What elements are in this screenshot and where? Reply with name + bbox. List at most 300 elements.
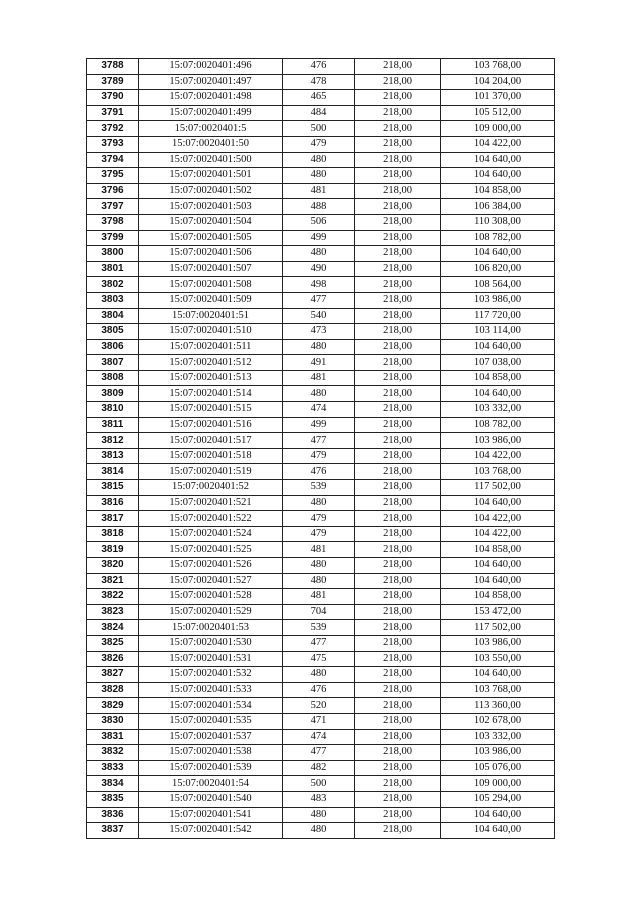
row-number-cell: 3831 (87, 729, 139, 745)
row-number-cell: 3829 (87, 698, 139, 714)
row-number-cell: 3788 (87, 59, 139, 75)
table-row (87, 199, 555, 215)
rate-cell: 218,00 (355, 620, 441, 636)
cadastral-number-cell: 15:07:0020401:496 (139, 59, 283, 75)
row-number-cell: 3817 (87, 511, 139, 527)
rate-cell: 218,00 (355, 417, 441, 433)
row-number-cell: 3834 (87, 776, 139, 792)
row-number-cell: 3822 (87, 589, 139, 605)
area-cell: 478 (283, 74, 355, 90)
rate-cell: 218,00 (355, 573, 441, 589)
rate-cell: 218,00 (355, 558, 441, 574)
area-cell: 540 (283, 308, 355, 324)
row-number-cell: 3818 (87, 526, 139, 542)
rate-cell: 218,00 (355, 74, 441, 90)
cadastral-number-cell: 15:07:0020401:533 (139, 682, 283, 698)
table-row (87, 433, 555, 449)
value-cell: 107 038,00 (441, 355, 555, 371)
table-row (87, 604, 555, 620)
area-cell: 474 (283, 729, 355, 745)
cadastral-number-cell: 15:07:0020401:541 (139, 807, 283, 823)
value-cell: 117 502,00 (441, 480, 555, 496)
area-cell: 481 (283, 589, 355, 605)
value-cell: 108 782,00 (441, 417, 555, 433)
table-row (87, 526, 555, 542)
row-number-cell: 3820 (87, 558, 139, 574)
value-cell: 104 640,00 (441, 823, 555, 839)
table-row (87, 807, 555, 823)
cadastral-number-cell: 15:07:0020401:511 (139, 339, 283, 355)
table-row (87, 74, 555, 90)
area-cell: 482 (283, 760, 355, 776)
row-number-cell: 3827 (87, 667, 139, 683)
table-row (87, 417, 555, 433)
table-row (87, 230, 555, 246)
rate-cell: 218,00 (355, 495, 441, 511)
value-cell: 103 768,00 (441, 59, 555, 75)
value-cell: 103 550,00 (441, 651, 555, 667)
value-cell: 104 640,00 (441, 573, 555, 589)
row-number-cell: 3811 (87, 417, 139, 433)
value-cell: 103 114,00 (441, 324, 555, 340)
area-cell: 539 (283, 620, 355, 636)
cadastral-number-cell: 15:07:0020401:50 (139, 136, 283, 152)
area-cell: 476 (283, 682, 355, 698)
area-cell: 500 (283, 776, 355, 792)
value-cell: 104 640,00 (441, 667, 555, 683)
cadastral-number-cell: 15:07:0020401:515 (139, 402, 283, 418)
value-cell: 104 640,00 (441, 168, 555, 184)
rate-cell: 218,00 (355, 246, 441, 262)
row-number-cell: 3802 (87, 277, 139, 293)
cadastral-number-cell: 15:07:0020401:53 (139, 620, 283, 636)
row-number-cell: 3795 (87, 168, 139, 184)
area-cell: 480 (283, 152, 355, 168)
cadastral-number-cell: 15:07:0020401:518 (139, 448, 283, 464)
rate-cell: 218,00 (355, 589, 441, 605)
rate-cell: 218,00 (355, 324, 441, 340)
row-number-cell: 3806 (87, 339, 139, 355)
row-number-cell: 3813 (87, 448, 139, 464)
area-cell: 704 (283, 604, 355, 620)
cadastral-number-cell: 15:07:0020401:532 (139, 667, 283, 683)
row-number-cell: 3835 (87, 791, 139, 807)
table-row (87, 776, 555, 792)
area-cell: 500 (283, 121, 355, 137)
table-row (87, 152, 555, 168)
cadastral-number-cell: 15:07:0020401:531 (139, 651, 283, 667)
area-cell: 498 (283, 277, 355, 293)
rate-cell: 218,00 (355, 791, 441, 807)
area-cell: 499 (283, 230, 355, 246)
table-row (87, 464, 555, 480)
value-cell: 103 332,00 (441, 729, 555, 745)
cadastral-number-cell: 15:07:0020401:521 (139, 495, 283, 511)
value-cell: 109 000,00 (441, 776, 555, 792)
value-cell: 103 768,00 (441, 682, 555, 698)
cadastral-number-cell: 15:07:0020401:51 (139, 308, 283, 324)
rate-cell: 218,00 (355, 526, 441, 542)
value-cell: 153 472,00 (441, 604, 555, 620)
area-cell: 539 (283, 480, 355, 496)
row-number-cell: 3825 (87, 635, 139, 651)
value-cell: 104 858,00 (441, 183, 555, 199)
table-row (87, 355, 555, 371)
value-cell: 104 640,00 (441, 152, 555, 168)
value-cell: 104 858,00 (441, 542, 555, 558)
row-number-cell: 3810 (87, 402, 139, 418)
cadastral-number-cell: 15:07:0020401:502 (139, 183, 283, 199)
table-row (87, 511, 555, 527)
value-cell: 108 782,00 (441, 230, 555, 246)
rate-cell: 218,00 (355, 480, 441, 496)
table-row (87, 339, 555, 355)
rate-cell: 218,00 (355, 370, 441, 386)
table-row (87, 760, 555, 776)
area-cell: 477 (283, 745, 355, 761)
value-cell: 105 512,00 (441, 105, 555, 121)
value-cell: 104 640,00 (441, 246, 555, 262)
value-cell: 104 204,00 (441, 74, 555, 90)
row-number-cell: 3824 (87, 620, 139, 636)
rate-cell: 218,00 (355, 386, 441, 402)
area-cell: 481 (283, 370, 355, 386)
cadastral-number-cell: 15:07:0020401:519 (139, 464, 283, 480)
area-cell: 465 (283, 90, 355, 106)
row-number-cell: 3815 (87, 480, 139, 496)
cadastral-number-cell: 15:07:0020401:510 (139, 324, 283, 340)
table-row (87, 713, 555, 729)
rate-cell: 218,00 (355, 464, 441, 480)
value-cell: 109 000,00 (441, 121, 555, 137)
cadastral-number-cell: 15:07:0020401:513 (139, 370, 283, 386)
row-number-cell: 3808 (87, 370, 139, 386)
value-cell: 104 640,00 (441, 558, 555, 574)
table-row (87, 214, 555, 230)
row-number-cell: 3830 (87, 713, 139, 729)
row-number-cell: 3804 (87, 308, 139, 324)
row-number-cell: 3814 (87, 464, 139, 480)
area-cell: 476 (283, 464, 355, 480)
table-body (87, 59, 555, 839)
value-cell: 104 422,00 (441, 136, 555, 152)
area-cell: 484 (283, 105, 355, 121)
table-row (87, 370, 555, 386)
data-table (86, 58, 555, 839)
area-cell: 506 (283, 214, 355, 230)
table-row (87, 745, 555, 761)
cadastral-number-cell: 15:07:0020401:535 (139, 713, 283, 729)
table-row (87, 698, 555, 714)
table-row (87, 386, 555, 402)
table-row (87, 308, 555, 324)
row-number-cell: 3832 (87, 745, 139, 761)
area-cell: 475 (283, 651, 355, 667)
cadastral-number-cell: 15:07:0020401:539 (139, 760, 283, 776)
row-number-cell: 3809 (87, 386, 139, 402)
row-number-cell: 3812 (87, 433, 139, 449)
cadastral-number-cell: 15:07:0020401:503 (139, 199, 283, 215)
row-number-cell: 3816 (87, 495, 139, 511)
value-cell: 103 986,00 (441, 635, 555, 651)
rate-cell: 218,00 (355, 121, 441, 137)
rate-cell: 218,00 (355, 433, 441, 449)
value-cell: 104 640,00 (441, 495, 555, 511)
cadastral-number-cell: 15:07:0020401:525 (139, 542, 283, 558)
cadastral-number-cell: 15:07:0020401:524 (139, 526, 283, 542)
value-cell: 105 076,00 (441, 760, 555, 776)
value-cell: 104 858,00 (441, 589, 555, 605)
area-cell: 480 (283, 573, 355, 589)
cadastral-number-cell: 15:07:0020401:527 (139, 573, 283, 589)
area-cell: 480 (283, 495, 355, 511)
rate-cell: 218,00 (355, 308, 441, 324)
cadastral-number-cell: 15:07:0020401:514 (139, 386, 283, 402)
rate-cell: 218,00 (355, 667, 441, 683)
rate-cell: 218,00 (355, 760, 441, 776)
row-number-cell: 3789 (87, 74, 139, 90)
value-cell: 104 422,00 (441, 511, 555, 527)
rate-cell: 218,00 (355, 448, 441, 464)
table-row (87, 168, 555, 184)
table-row (87, 448, 555, 464)
value-cell: 103 986,00 (441, 433, 555, 449)
area-cell: 480 (283, 667, 355, 683)
rate-cell: 218,00 (355, 199, 441, 215)
rate-cell: 218,00 (355, 59, 441, 75)
table-row (87, 402, 555, 418)
row-number-cell: 3799 (87, 230, 139, 246)
area-cell: 480 (283, 339, 355, 355)
rate-cell: 218,00 (355, 183, 441, 199)
rate-cell: 218,00 (355, 339, 441, 355)
rate-cell: 218,00 (355, 823, 441, 839)
cadastral-number-cell: 15:07:0020401:498 (139, 90, 283, 106)
row-number-cell: 3791 (87, 105, 139, 121)
cadastral-number-cell: 15:07:0020401:504 (139, 214, 283, 230)
area-cell: 481 (283, 542, 355, 558)
rate-cell: 218,00 (355, 105, 441, 121)
area-cell: 490 (283, 261, 355, 277)
cadastral-number-cell: 15:07:0020401:499 (139, 105, 283, 121)
row-number-cell: 3790 (87, 90, 139, 106)
rate-cell: 218,00 (355, 261, 441, 277)
cadastral-number-cell: 15:07:0020401:509 (139, 292, 283, 308)
row-number-cell: 3826 (87, 651, 139, 667)
row-number-cell: 3793 (87, 136, 139, 152)
cadastral-number-cell: 15:07:0020401:540 (139, 791, 283, 807)
value-cell: 117 720,00 (441, 308, 555, 324)
row-number-cell: 3807 (87, 355, 139, 371)
table-row (87, 59, 555, 75)
table-row (87, 667, 555, 683)
area-cell: 491 (283, 355, 355, 371)
rate-cell: 218,00 (355, 402, 441, 418)
table-row (87, 324, 555, 340)
cadastral-number-cell: 15:07:0020401:517 (139, 433, 283, 449)
table-row (87, 292, 555, 308)
value-cell: 117 502,00 (441, 620, 555, 636)
table-row (87, 635, 555, 651)
table-row (87, 480, 555, 496)
row-number-cell: 3833 (87, 760, 139, 776)
area-cell: 477 (283, 635, 355, 651)
cadastral-number-cell: 15:07:0020401:501 (139, 168, 283, 184)
cadastral-number-cell: 15:07:0020401:537 (139, 729, 283, 745)
value-cell: 113 360,00 (441, 698, 555, 714)
cadastral-number-cell: 15:07:0020401:512 (139, 355, 283, 371)
table-row (87, 495, 555, 511)
rate-cell: 218,00 (355, 214, 441, 230)
cadastral-number-cell: 15:07:0020401:522 (139, 511, 283, 527)
table-row (87, 277, 555, 293)
area-cell: 480 (283, 558, 355, 574)
value-cell: 110 308,00 (441, 214, 555, 230)
value-cell: 103 768,00 (441, 464, 555, 480)
value-cell: 104 422,00 (441, 448, 555, 464)
value-cell: 104 640,00 (441, 807, 555, 823)
value-cell: 104 640,00 (441, 339, 555, 355)
table-row (87, 620, 555, 636)
cadastral-number-cell: 15:07:0020401:529 (139, 604, 283, 620)
table-row (87, 105, 555, 121)
area-cell: 479 (283, 511, 355, 527)
rate-cell: 218,00 (355, 682, 441, 698)
area-cell: 520 (283, 698, 355, 714)
cadastral-number-cell: 15:07:0020401:52 (139, 480, 283, 496)
table-row (87, 589, 555, 605)
row-number-cell: 3800 (87, 246, 139, 262)
rate-cell: 218,00 (355, 355, 441, 371)
rate-cell: 218,00 (355, 729, 441, 745)
row-number-cell: 3837 (87, 823, 139, 839)
rate-cell: 218,00 (355, 713, 441, 729)
table-row (87, 682, 555, 698)
value-cell: 106 384,00 (441, 199, 555, 215)
value-cell: 103 986,00 (441, 292, 555, 308)
area-cell: 499 (283, 417, 355, 433)
area-cell: 474 (283, 402, 355, 418)
cadastral-number-cell: 15:07:0020401:528 (139, 589, 283, 605)
cadastral-number-cell: 15:07:0020401:526 (139, 558, 283, 574)
area-cell: 480 (283, 246, 355, 262)
value-cell: 104 422,00 (441, 526, 555, 542)
value-cell: 104 640,00 (441, 386, 555, 402)
value-cell: 106 820,00 (441, 261, 555, 277)
row-number-cell: 3836 (87, 807, 139, 823)
rate-cell: 218,00 (355, 651, 441, 667)
table-row (87, 729, 555, 745)
value-cell: 108 564,00 (441, 277, 555, 293)
cadastral-number-cell: 15:07:0020401:506 (139, 246, 283, 262)
area-cell: 479 (283, 136, 355, 152)
rate-cell: 218,00 (355, 90, 441, 106)
row-number-cell: 3823 (87, 604, 139, 620)
cadastral-number-cell: 15:07:0020401:516 (139, 417, 283, 433)
rate-cell: 218,00 (355, 292, 441, 308)
area-cell: 480 (283, 823, 355, 839)
rate-cell: 218,00 (355, 776, 441, 792)
value-cell: 103 332,00 (441, 402, 555, 418)
area-cell: 471 (283, 713, 355, 729)
row-number-cell: 3801 (87, 261, 139, 277)
rate-cell: 218,00 (355, 542, 441, 558)
table-row (87, 136, 555, 152)
value-cell: 104 858,00 (441, 370, 555, 386)
value-cell: 103 986,00 (441, 745, 555, 761)
row-number-cell: 3828 (87, 682, 139, 698)
row-number-cell: 3819 (87, 542, 139, 558)
table-row (87, 823, 555, 839)
row-number-cell: 3792 (87, 121, 139, 137)
cadastral-number-cell: 15:07:0020401:507 (139, 261, 283, 277)
rate-cell: 218,00 (355, 277, 441, 293)
rate-cell: 218,00 (355, 698, 441, 714)
value-cell: 102 678,00 (441, 713, 555, 729)
table-row (87, 121, 555, 137)
rate-cell: 218,00 (355, 807, 441, 823)
table-row (87, 183, 555, 199)
area-cell: 476 (283, 59, 355, 75)
rate-cell: 218,00 (355, 230, 441, 246)
area-cell: 479 (283, 526, 355, 542)
area-cell: 483 (283, 791, 355, 807)
cadastral-number-cell: 15:07:0020401:538 (139, 745, 283, 761)
cadastral-number-cell: 15:07:0020401:542 (139, 823, 283, 839)
row-number-cell: 3803 (87, 292, 139, 308)
cadastral-number-cell: 15:07:0020401:508 (139, 277, 283, 293)
rate-cell: 218,00 (355, 136, 441, 152)
rate-cell: 218,00 (355, 511, 441, 527)
row-number-cell: 3796 (87, 183, 139, 199)
row-number-cell: 3794 (87, 152, 139, 168)
value-cell: 105 294,00 (441, 791, 555, 807)
table-row (87, 651, 555, 667)
rate-cell: 218,00 (355, 745, 441, 761)
rate-cell: 218,00 (355, 635, 441, 651)
area-cell: 473 (283, 324, 355, 340)
cadastral-number-cell: 15:07:0020401:54 (139, 776, 283, 792)
table-row (87, 261, 555, 277)
area-cell: 479 (283, 448, 355, 464)
cadastral-number-cell: 15:07:0020401:497 (139, 74, 283, 90)
rate-cell: 218,00 (355, 604, 441, 620)
cadastral-number-cell: 15:07:0020401:530 (139, 635, 283, 651)
row-number-cell: 3797 (87, 199, 139, 215)
row-number-cell: 3805 (87, 324, 139, 340)
table-row (87, 791, 555, 807)
area-cell: 488 (283, 199, 355, 215)
table-row (87, 573, 555, 589)
table-row (87, 542, 555, 558)
value-cell: 101 370,00 (441, 90, 555, 106)
area-cell: 477 (283, 292, 355, 308)
table-row (87, 90, 555, 106)
cadastral-number-cell: 15:07:0020401:500 (139, 152, 283, 168)
area-cell: 480 (283, 807, 355, 823)
cadastral-number-cell: 15:07:0020401:5 (139, 121, 283, 137)
area-cell: 477 (283, 433, 355, 449)
table-row (87, 558, 555, 574)
cadastral-number-cell: 15:07:0020401:534 (139, 698, 283, 714)
area-cell: 481 (283, 183, 355, 199)
table-row (87, 246, 555, 262)
row-number-cell: 3821 (87, 573, 139, 589)
area-cell: 480 (283, 168, 355, 184)
area-cell: 480 (283, 386, 355, 402)
rate-cell: 218,00 (355, 168, 441, 184)
row-number-cell: 3798 (87, 214, 139, 230)
